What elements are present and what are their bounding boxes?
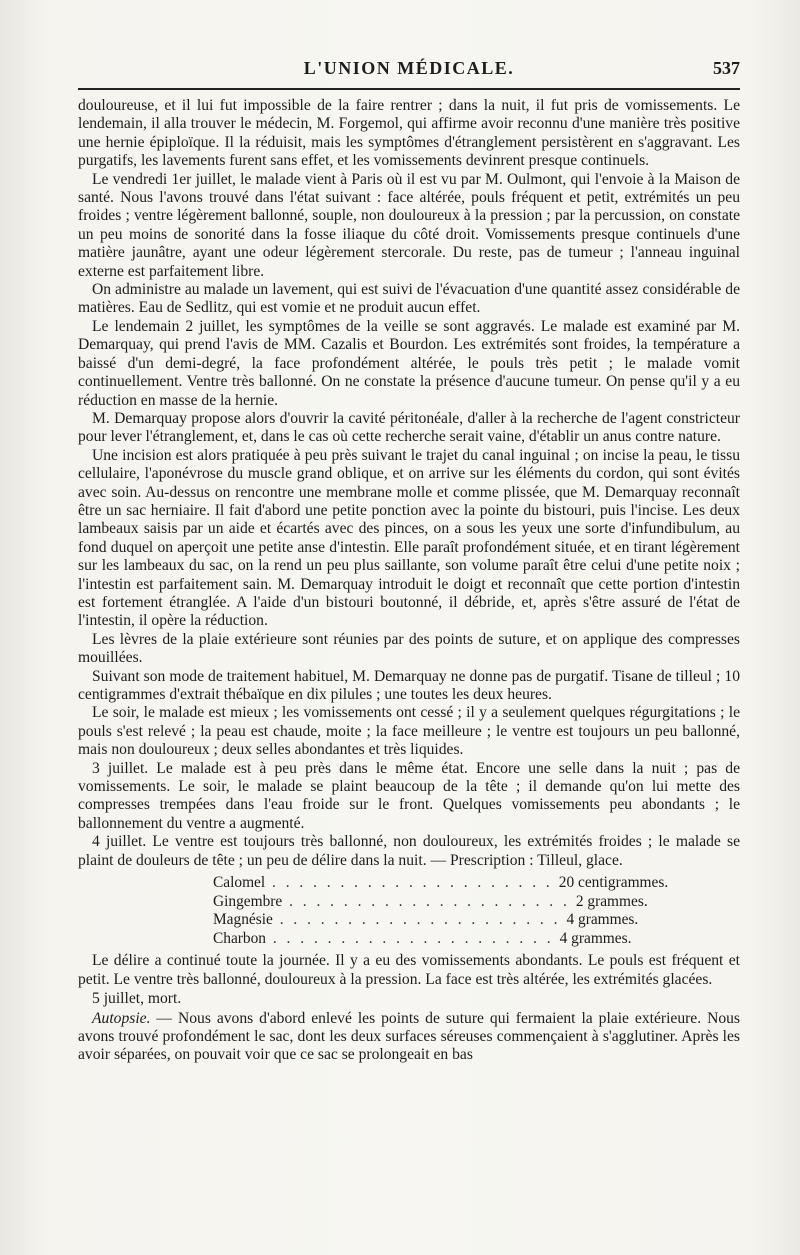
paragraph: Le délire a continué toute la journée. Il y a eu des vomissements abondants. Le pouls est fréquent et petit. Le ventre très ballonné, douloureux à la pression. La face est très altérée, les extrémités glacées. xyxy=(78,952,740,988)
prescription-item: Calomel . . . . . . . . . . . . . . . . . . . . . xyxy=(213,874,553,892)
header-rule xyxy=(78,88,740,90)
paragraph: douloureuse, et il lui fut impossible de la faire rentrer ; dans la nuit, il fut pris de vomissements. Le lendemain, il alla trouver le médecin, M. Forgemol, qui affirme avoir reconnu d'une manière très positive une hernie épiploïque. Il la réduisit, mais les symptômes d'étranglement persistèrent en s'aggravant. Les purgatifs, les lavements furent sans effet, et les vomissements devinrent presque continuels. xyxy=(78,97,740,170)
autopsy-text: — Nous avons d'abord enlevé les points de suture qui fermaient la plaie extérieure. Nous avons trouvé profondément le sac, dont les deux surfaces séreuses commençaient à s'agglutiner. Après les avoir séparées, on pouvait voir que ce sac se prolongeait en bas xyxy=(78,1009,740,1064)
prescription-list xyxy=(213,874,669,948)
paragraph: Suivant son mode de traitement habituel, M. Demarquay ne donne pas de purgatif. Tisane de tilleul ; 10 centigrammes d'extrait thébaïque en dix pilules ; une toutes les deux heures. xyxy=(78,667,740,703)
paragraph: 4 juillet. Le ventre est toujours très ballonné, non douloureux, les extrémités froides ; le malade se plaint de douleurs de tête ; un peu de délire dans la nuit. — Prescription : Tilleul, glace. xyxy=(78,833,740,869)
prescription-item-name: Calomel xyxy=(213,874,266,892)
prescription-item-name: Gingembre xyxy=(213,892,283,910)
prescription-item-name: Charbon xyxy=(213,929,267,947)
paragraph: Le lendemain 2 juillet, les symptômes de la veille se sont aggravés. Le malade est examiné par M. Demarquay, qui prend l'avis de MM. Cazalis et Bourdon. Les extrémités sont froides, la température a baissé d'un demi-degré, la face profondément altérée, le pouls très petit ; le malade vomit continuellement. Ventre très ballonné. On ne constate la présence d'aucune tumeur. On pense qu'il y a eu réduction en masse de la hernie. xyxy=(78,317,740,409)
page-number: 537 xyxy=(713,58,740,78)
paragraph: Une incision est alors pratiquée à peu près suivant le trajet du canal inguinal ; on incise la peau, le tissu cellulaire, l'aponévrose du muscle grand oblique, et on arrive sur les éléments du cordon, qui sont évités avec soin. Au-dessus on rencontre une membrane molle et comme plissée, que M. Demarquay reconnaît être un sac herniaire. Il fait d'abord une petite ponction avec la pointe du bistouri, puis l'incise. Les deux lambeaux saisis par un aide et écartés avec des pinces, on a sous les yeux une sorte d'infundibulum, au fond duquel on aperçoit une petite anse d'intestin. Elle paraît profondément située, et en tirant légèrement sur les lambeaux du sac, on la rend un peu plus saillante, son volume paraît être celui d'une petite noix ; l'intestin est parfaitement sain. M. Demarquay introduit le doigt et reconnaît que cette portion d'intestin est fortement étranglée. A l'aide d'un bistouri boutonné, il débride, et, après s'être assuré de l'état de l'intestin, il opère la réduction. xyxy=(78,446,740,630)
prescription-row xyxy=(213,911,639,930)
paragraph: 3 juillet. Le malade est à peu près dans le même état. Encore une selle dans la nuit ; pas de vomissements. Le soir, le malade se plaint beaucoup de la tête ; il demande qu'on lui mette des compresses trempées dans l'eau froide sur le front. Quelques vomissements peu abondants ; le ballonnement du ventre a augmenté. xyxy=(78,759,740,832)
paragraph: Le soir, le malade est mieux ; les vomissements ont cessé ; il y a seulement quelques régurgitations ; le pouls s'est relevé ; la peau est chaude, moite ; la face meilleure ; le ventre est toujours un peu ballonné, mais non douloureux ; deux selles abondantes et très liquides. xyxy=(78,704,740,759)
paragraph: M. Demarquay propose alors d'ouvrir la cavité péritonéale, d'aller à la recherche de l'agent constricteur pour lever l'étranglement, et, dans le cas où cette recherche serait vaine, d'établir un anus contre nature. xyxy=(78,409,740,446)
article-body xyxy=(78,97,740,1065)
autopsy-paragraph xyxy=(78,1010,740,1065)
prescription-qty: 4 grammes. xyxy=(559,929,632,947)
prescription-item: Gingembre . . . . . . . . . . . . . . . . . . . . . xyxy=(213,892,570,910)
paragraph: Les lèvres de la plaie extérieure sont réunies par des points de suture, et on applique des compresses mouillées. xyxy=(78,630,740,667)
autopsy-label: Autopsie. xyxy=(92,1009,151,1027)
running-title: L'UNION MÉDICALE. xyxy=(303,58,515,78)
paragraph: 5 juillet, mort. xyxy=(92,990,182,1008)
page-header xyxy=(78,58,740,88)
prescription-row xyxy=(213,874,669,893)
prescription-qty: 4 grammes. xyxy=(566,911,639,929)
prescription-row xyxy=(213,892,648,912)
prescription-qty: 20 centigrammes. xyxy=(558,874,669,892)
prescription-item: Charbon . . . . . . . . . . . . . . . . . . . . . xyxy=(213,929,554,947)
prescription-qty: 2 grammes. xyxy=(575,892,648,910)
prescription-item-name: Magnésie xyxy=(213,911,273,929)
prescription-item: Magnésie . . . . . . . . . . . . . . . . . . . . . xyxy=(213,911,561,929)
paragraph: Le vendredi 1er juillet, le malade vient à Paris où il est vu par M. Oulmont, qui l'envoie à la Maison de santé. Nous l'avons trouvé dans l'état suivant : face altérée, pouls fréquent et petit, extrémités un peu froides ; ventre légèrement ballonné, souple, non douloureux à la pression ; par la percussion, on constate un peu moins de sonorité dans la fosse iliaque du côté droit. Vomissements presque continuels d'une matière jaunâtre, ayant une odeur légèrement stercorale. Du reste, pas de tumeur ; l'anneau inguinal externe est parfaitement libre. xyxy=(78,170,740,280)
prescription-row xyxy=(213,929,632,949)
paragraph: On administre au malade un lavement, qui est suivi de l'évacuation d'une quantité assez considérable de matières. Eau de Sedlitz, qui est vomie et ne produit aucun effet. xyxy=(78,281,740,317)
